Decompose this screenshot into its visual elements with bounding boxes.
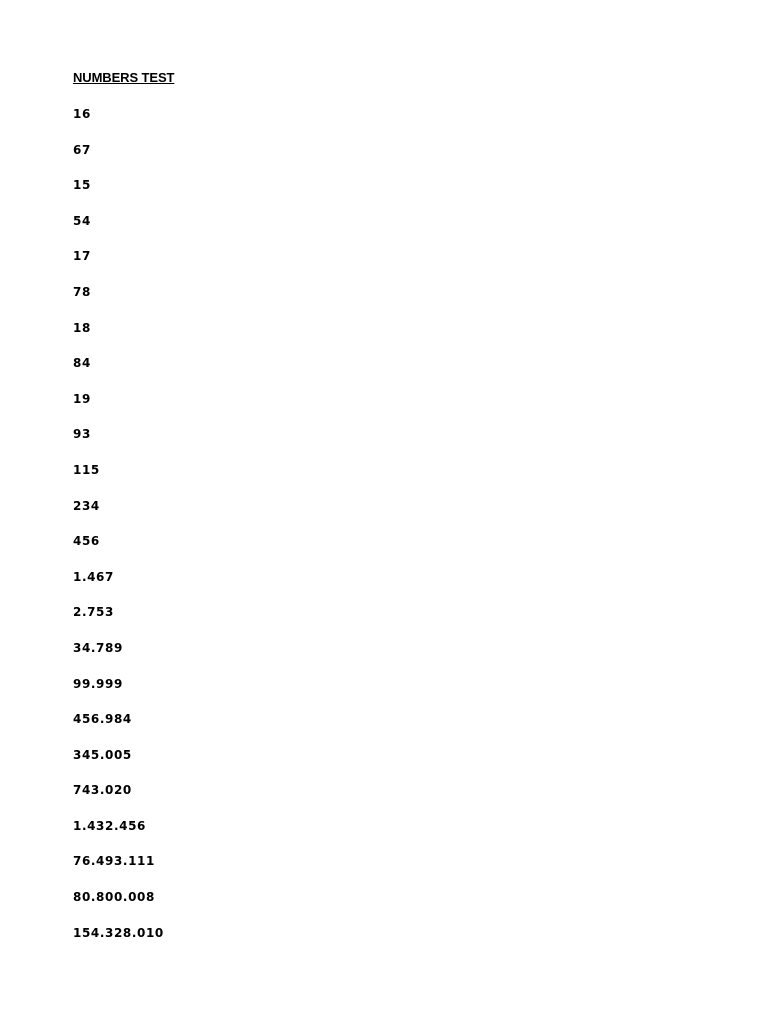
number-item: 99.999 — [73, 676, 123, 691]
number-item: 2.753 — [73, 605, 114, 620]
number-item: 234 — [73, 498, 100, 513]
number-item: 456 — [73, 534, 100, 549]
number-item: 54 — [73, 213, 91, 228]
number-item: 154.328.010 — [73, 925, 164, 940]
number-item: 34.789 — [73, 640, 123, 655]
number-item: 93 — [73, 427, 91, 442]
document-title: NUMBERS TEST — [73, 70, 175, 85]
number-item: 345.005 — [73, 747, 132, 762]
number-item: 115 — [73, 462, 100, 477]
number-item: 1.432.456 — [73, 818, 146, 833]
number-item: 78 — [73, 284, 91, 299]
number-item: 1.467 — [73, 569, 114, 584]
number-item: 80.800.008 — [73, 890, 155, 905]
number-item: 17 — [73, 249, 91, 264]
number-list — [73, 106, 164, 960]
number-item: 76.493.111 — [73, 854, 155, 869]
number-item: 19 — [73, 391, 91, 406]
number-item: 84 — [73, 356, 91, 371]
number-item: 456.984 — [73, 712, 132, 727]
number-item: 16 — [73, 107, 91, 121]
number-item: 18 — [73, 320, 91, 335]
number-item: 67 — [73, 142, 91, 157]
number-item: 15 — [73, 178, 91, 193]
number-item: 743.020 — [73, 783, 132, 798]
